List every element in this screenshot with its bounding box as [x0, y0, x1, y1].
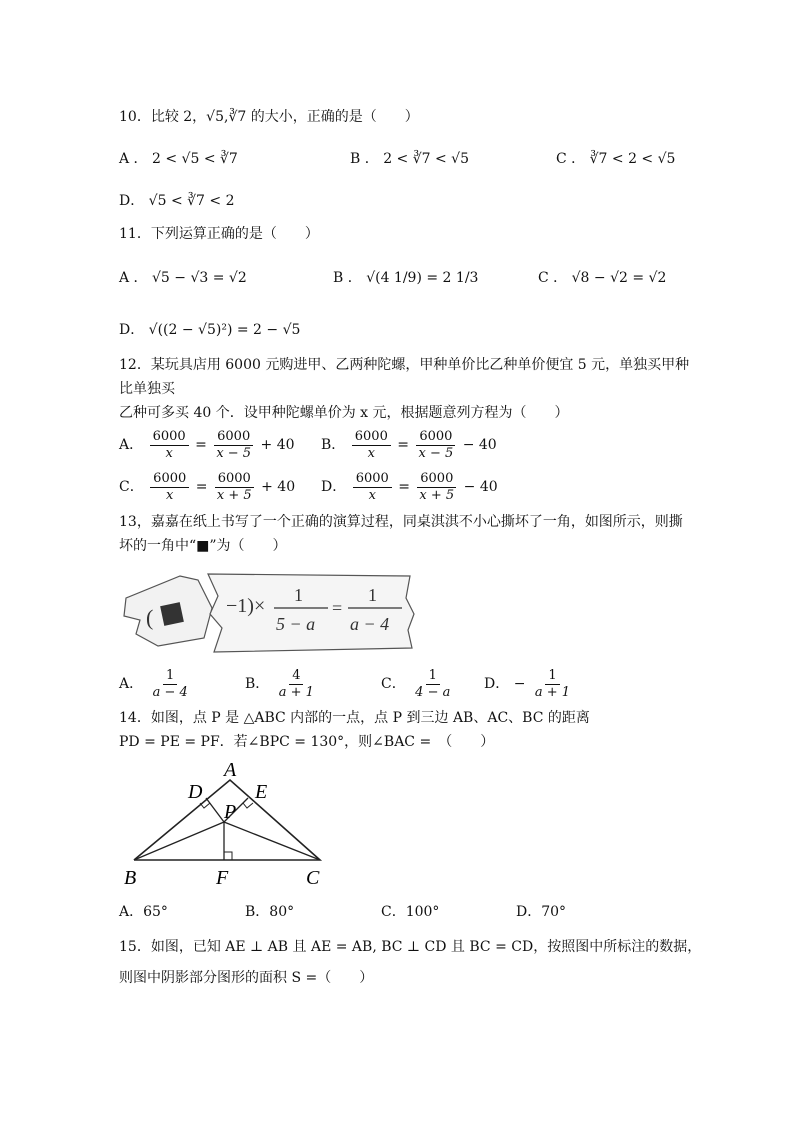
q12-stem-line2: 比单独买: [119, 381, 175, 397]
black-square-icon: [160, 602, 184, 626]
right-angle-mark-f: [224, 852, 232, 860]
q14-stem-line1: 14．如图，点 P 是 △ABC 内部的一点，点 P 到三边 AB、AC、BC 的距离: [119, 710, 590, 726]
segment-pd: [206, 798, 224, 822]
paper-fraction1-den: 5 − a: [276, 614, 316, 634]
label-b: B: [124, 867, 137, 889]
q11-stem: 11．下列运算正确的是（ ）: [119, 226, 319, 242]
q10-option-d: D． √5 < ∛7 < 2: [119, 193, 235, 209]
q13-option-a: A． $\frac{1}{a - 4}$: [119, 667, 188, 700]
q14-option-c: C．100°: [381, 904, 440, 920]
label-f: F: [216, 867, 229, 889]
q12-option-b: B． $\frac{6000}{x}$ = $\frac{6000}{x - 5}$ − 40: [321, 428, 497, 461]
q11-option-a: A ． √5 − √3 = √2: [119, 270, 247, 286]
q14-option-d: D．70°: [516, 904, 567, 920]
q10-option-b: B ． 2 < ∛7 < √5: [350, 151, 470, 167]
paper-fraction2-num: 1: [368, 585, 377, 605]
q14-stem-line2: PD = PE = PF．若∠BPC = 130°，则∠BAC = （ ）: [119, 734, 495, 750]
q15-stem-line1: 15．如图，已知 AE ⊥ AB 且 AE = AB, BC ⊥ CD 且 BC = CD，按照图中所标注的数据，: [119, 939, 702, 955]
q15-stem-line2: 则图中阴影部分图形的面积 S =（ ）: [119, 970, 374, 986]
q13-option-c: C． $\frac{1}{4 - a}$: [381, 667, 451, 700]
q10-option-a: A ． 2 < √5 < ∛7: [119, 151, 238, 167]
q11-option-d: D． √((2 − √5)²) = 2 − √5: [119, 322, 301, 338]
paper-expression: −1)×: [226, 595, 266, 617]
q13-stem-line1: 13，嘉嘉在纸上书写了一个正确的演算过程，同桌淇淇不小心撕坏了一角，如图所示，则撕: [119, 514, 683, 530]
triangle-figure: [120, 758, 340, 890]
q12-option-d: D． $\frac{6000}{x}$ = $\frac{6000}{x + 5}$ − 40: [321, 470, 498, 503]
paper-fraction2-den: a − 4: [350, 614, 390, 634]
label-e: E: [255, 781, 268, 803]
paper-fraction1-num: 1: [294, 585, 303, 605]
q12-option-a: A． $\frac{6000}{x}$ = $\frac{6000}{x - 5}$ + 40: [119, 428, 295, 461]
label-c: C: [306, 867, 320, 889]
paper-equals: =: [332, 598, 343, 618]
segment-pb: [134, 822, 224, 860]
q13-option-d: D． − $\frac{1}{a + 1}$: [484, 667, 571, 700]
label-p: P: [224, 801, 237, 823]
q12-stem-line3: 乙种可多买 40 个．设甲种陀螺单价为 x 元，根据题意列方程为（ ）: [119, 405, 569, 421]
paren-glyph: (: [146, 605, 154, 630]
label-d: D: [188, 781, 203, 803]
q14-option-a: A．65°: [119, 904, 168, 920]
q12-stem-line1: 12．某玩具店用 6000 元购进甲、乙两种陀螺，甲种单价比乙种单价便宜 5 元，单独买甲种: [119, 357, 690, 373]
q11-option-c: C ． √8 − √2 = √2: [538, 270, 667, 286]
right-angle-mark-e: [243, 803, 253, 808]
label-a: A: [224, 759, 237, 781]
q13-stem-line2: 坏的一角中“■”为（ ）: [119, 538, 287, 554]
q10-option-c: C ． ∛7 < 2 < √5: [556, 151, 676, 167]
q14-option-b: B．80°: [245, 904, 295, 920]
torn-paper-figure: [118, 568, 418, 656]
q12-option-c: C． $\frac{6000}{x}$ = $\frac{6000}{x + 5}$ + 40: [119, 470, 296, 503]
q13-option-b: B． $\frac{4}{a + 1}$: [245, 667, 314, 700]
q10-stem: 10．比较 2，√5,∛7 的大小，正确的是（ ）: [119, 109, 419, 125]
segment-pc: [224, 822, 320, 860]
q11-option-b: B ． √(4 1/9) = 2 1/3: [333, 270, 479, 286]
